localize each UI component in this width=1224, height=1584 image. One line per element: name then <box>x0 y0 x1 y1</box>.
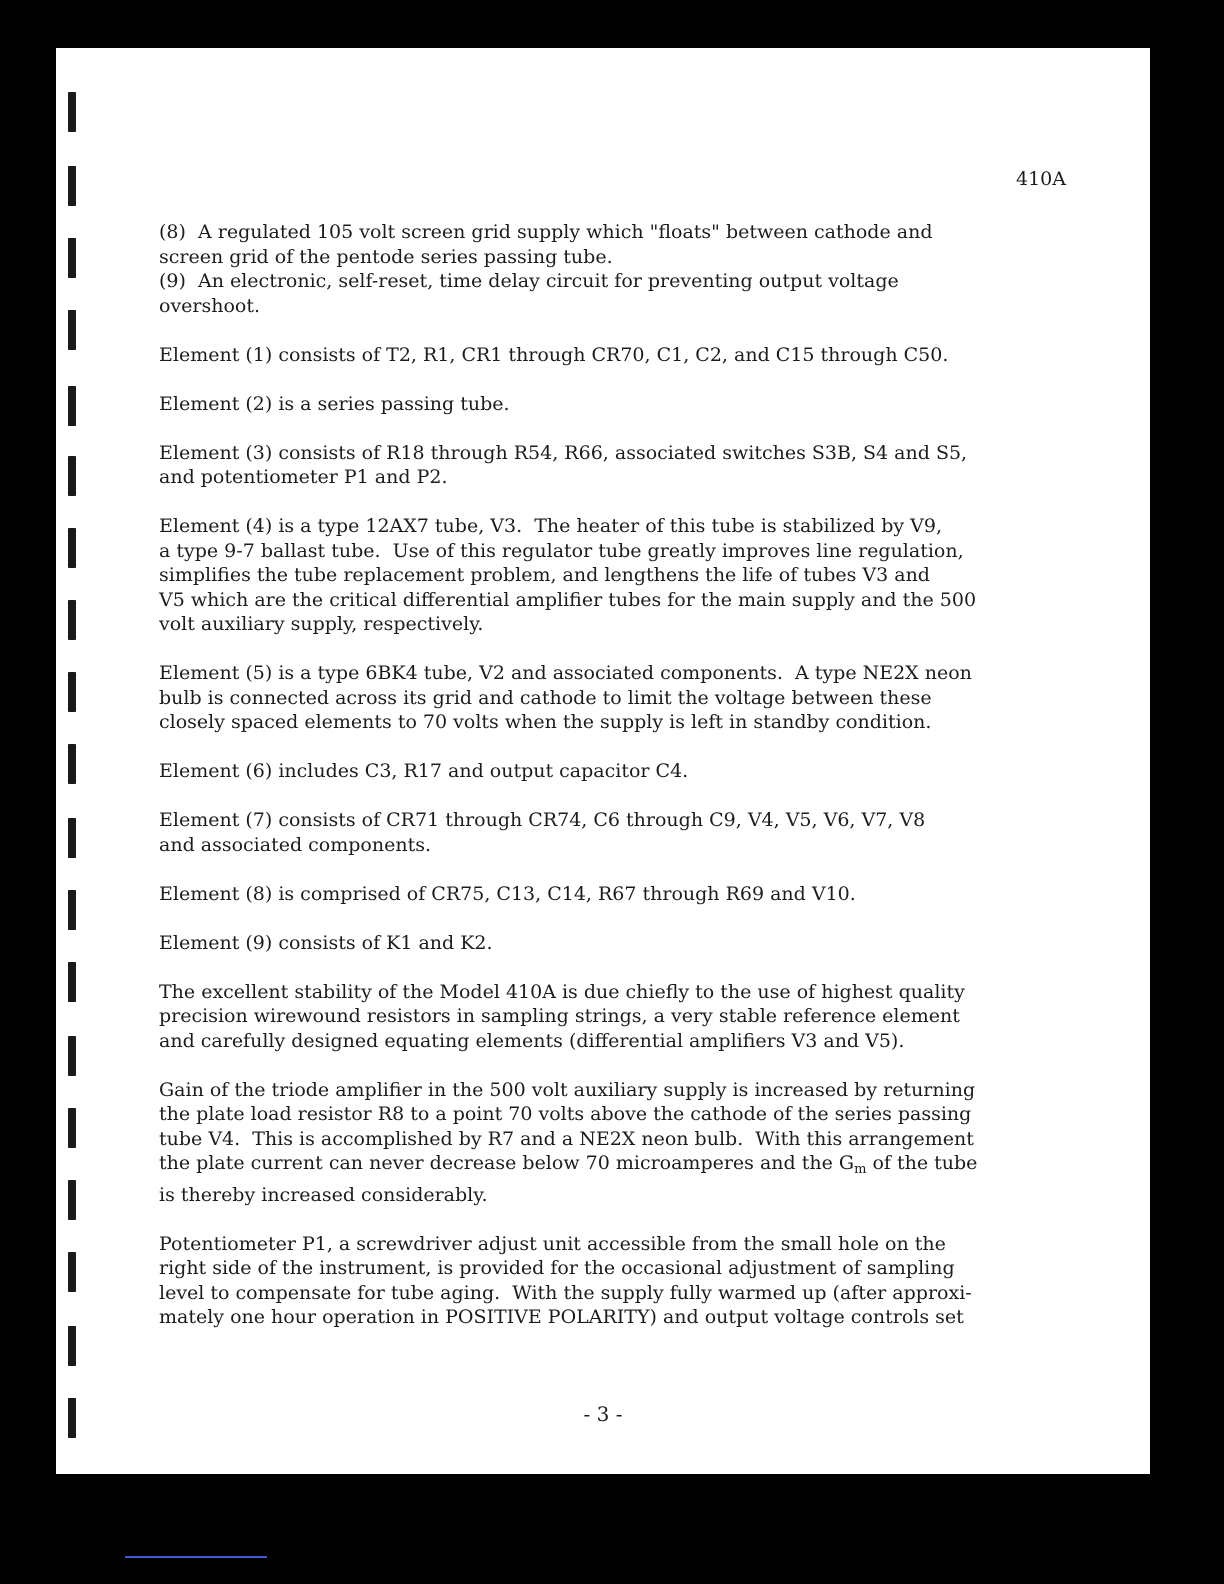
text-line: Element (6) includes C3, R17 and output capacitor C4. <box>159 760 689 782</box>
text-line: Element (2) is a series passing tube. <box>159 392 510 415</box>
paragraph <box>159 882 1099 907</box>
binder-hole-mark <box>68 456 76 496</box>
text-line: V5 which are the critical differential amplifier tubes for the main supply and the 500 <box>159 588 977 611</box>
text-line: and associated components. <box>159 833 432 856</box>
bottom-rule <box>125 1556 267 1558</box>
text-line: Potentiometer P1, a screwdriver adjust unit accessible from the small hole on the <box>159 1232 946 1255</box>
page-number: - 3 - <box>583 1402 623 1426</box>
text-line: a type 9-7 ballast tube. Use of this regulator tube greatly improves line regulation, <box>159 539 964 562</box>
binder-hole-mark <box>68 1252 76 1292</box>
binder-hole-mark <box>68 92 76 132</box>
text-line: tube V4. This is accomplished by R7 and a NE2X neon bulb. With this arrangement <box>159 1127 974 1150</box>
text-fragment: of the tube <box>866 1152 978 1174</box>
text-line: and potentiometer P1 and P2. <box>159 466 448 488</box>
text-line: level to compensate for tube aging. With the supply fully warmed up (after approxi- <box>159 1281 972 1304</box>
text-line: (8) A regulated 105 volt screen grid supply which "floats" between cathode and <box>159 221 933 243</box>
text-line-gm <box>159 1151 1099 1183</box>
text-line: Element (3) consists of R18 through R54, R66, associated switches S3B, S4 and S5, <box>159 441 968 464</box>
binder-hole-mark <box>68 1180 76 1220</box>
text-line: Gain of the triode amplifier in the 500 volt auxiliary supply is increased by returning <box>159 1078 976 1101</box>
text-fragment: the plate current can never decrease below 70 microamperes and the <box>159 1152 839 1174</box>
paragraph <box>159 343 1099 368</box>
binder-hole-mark <box>68 238 76 278</box>
document-id: 410A <box>1016 168 1066 190</box>
text-line: bulb is connected across its grid and cathode to limit the voltage between these <box>159 686 932 709</box>
text-line: The excellent stability of the Model 410A is due chiefly to the use of highest quality <box>159 980 965 1003</box>
paragraph-list <box>159 220 1099 1330</box>
binder-hole-mark <box>68 600 76 640</box>
binder-hole-mark <box>68 1036 76 1076</box>
paragraph <box>159 661 1099 735</box>
text-line: is thereby increased considerably. <box>159 1183 488 1206</box>
text-line: volt auxiliary supply, respectively. <box>159 613 484 635</box>
text-line: simplifies the tube replacement problem, and lengthens the life of tubes V3 and <box>159 564 930 586</box>
body-text <box>159 220 1099 1354</box>
binder-hole-mark <box>68 1326 76 1366</box>
paragraph <box>159 441 1099 490</box>
text-line: right side of the instrument, is provided for the occasional adjustment of sampling <box>159 1257 955 1279</box>
paragraph <box>159 931 1099 956</box>
text-line: precision wirewound resistors in sampling strings, a very stable reference element <box>159 1005 960 1027</box>
text-line: Element (7) consists of CR71 through CR74, C6 through C9, V4, V5, V6, V7, V8 <box>159 809 926 831</box>
paragraph <box>159 1232 1099 1330</box>
text-line: screen grid of the pentode series passing tube. <box>159 245 613 268</box>
binder-hole-mark <box>68 528 76 568</box>
text-line: Element (8) is comprised of CR75, C13, C14, R67 through R69 and V10. <box>159 882 856 905</box>
binder-hole-mark <box>68 310 76 350</box>
text-line: Element (1) consists of T2, R1, CR1 through CR70, C1, C2, and C15 through C50. <box>159 343 949 366</box>
paragraph <box>159 514 1099 637</box>
document-page <box>56 48 1150 1474</box>
binder-hole-mark <box>68 890 76 930</box>
text-line: (9) An electronic, self-reset, time delay circuit for preventing output voltage <box>159 270 899 292</box>
paragraph <box>159 392 1099 417</box>
binder-hole-mark <box>68 744 76 784</box>
binder-hole-mark <box>68 962 76 1002</box>
text-line: mately one hour operation in POSITIVE POLARITY) and output voltage controls set <box>159 1306 964 1328</box>
binder-hole-mark <box>68 386 76 426</box>
paragraph <box>159 220 1099 318</box>
text-line: and carefully designed equating elements (differential amplifiers V3 and V5). <box>159 1029 905 1052</box>
text-line: the plate load resistor R8 to a point 70 volts above the cathode of the series passing <box>159 1103 972 1125</box>
binder-hole-mark <box>68 166 76 206</box>
binder-hole-mark <box>68 1108 76 1148</box>
paragraph <box>159 980 1099 1054</box>
text-line: Element (5) is a type 6BK4 tube, V2 and associated components. A type NE2X neon <box>159 662 972 684</box>
binder-hole-mark <box>68 818 76 858</box>
text-line: Element (9) consists of K1 and K2. <box>159 931 493 954</box>
text-line: Element (4) is a type 12AX7 tube, V3. The heater of this tube is stabilized by V9, <box>159 515 942 537</box>
text-line: overshoot. <box>159 294 261 317</box>
text-line: closely spaced elements to 70 volts when the supply is left in standby condition. <box>159 711 932 733</box>
paragraph <box>159 808 1099 857</box>
binder-hole-mark <box>68 672 76 712</box>
paragraph <box>159 1078 1099 1208</box>
gm-subscript: m <box>854 1162 867 1177</box>
gm-symbol: G <box>838 1152 855 1174</box>
paragraph <box>159 759 1099 784</box>
